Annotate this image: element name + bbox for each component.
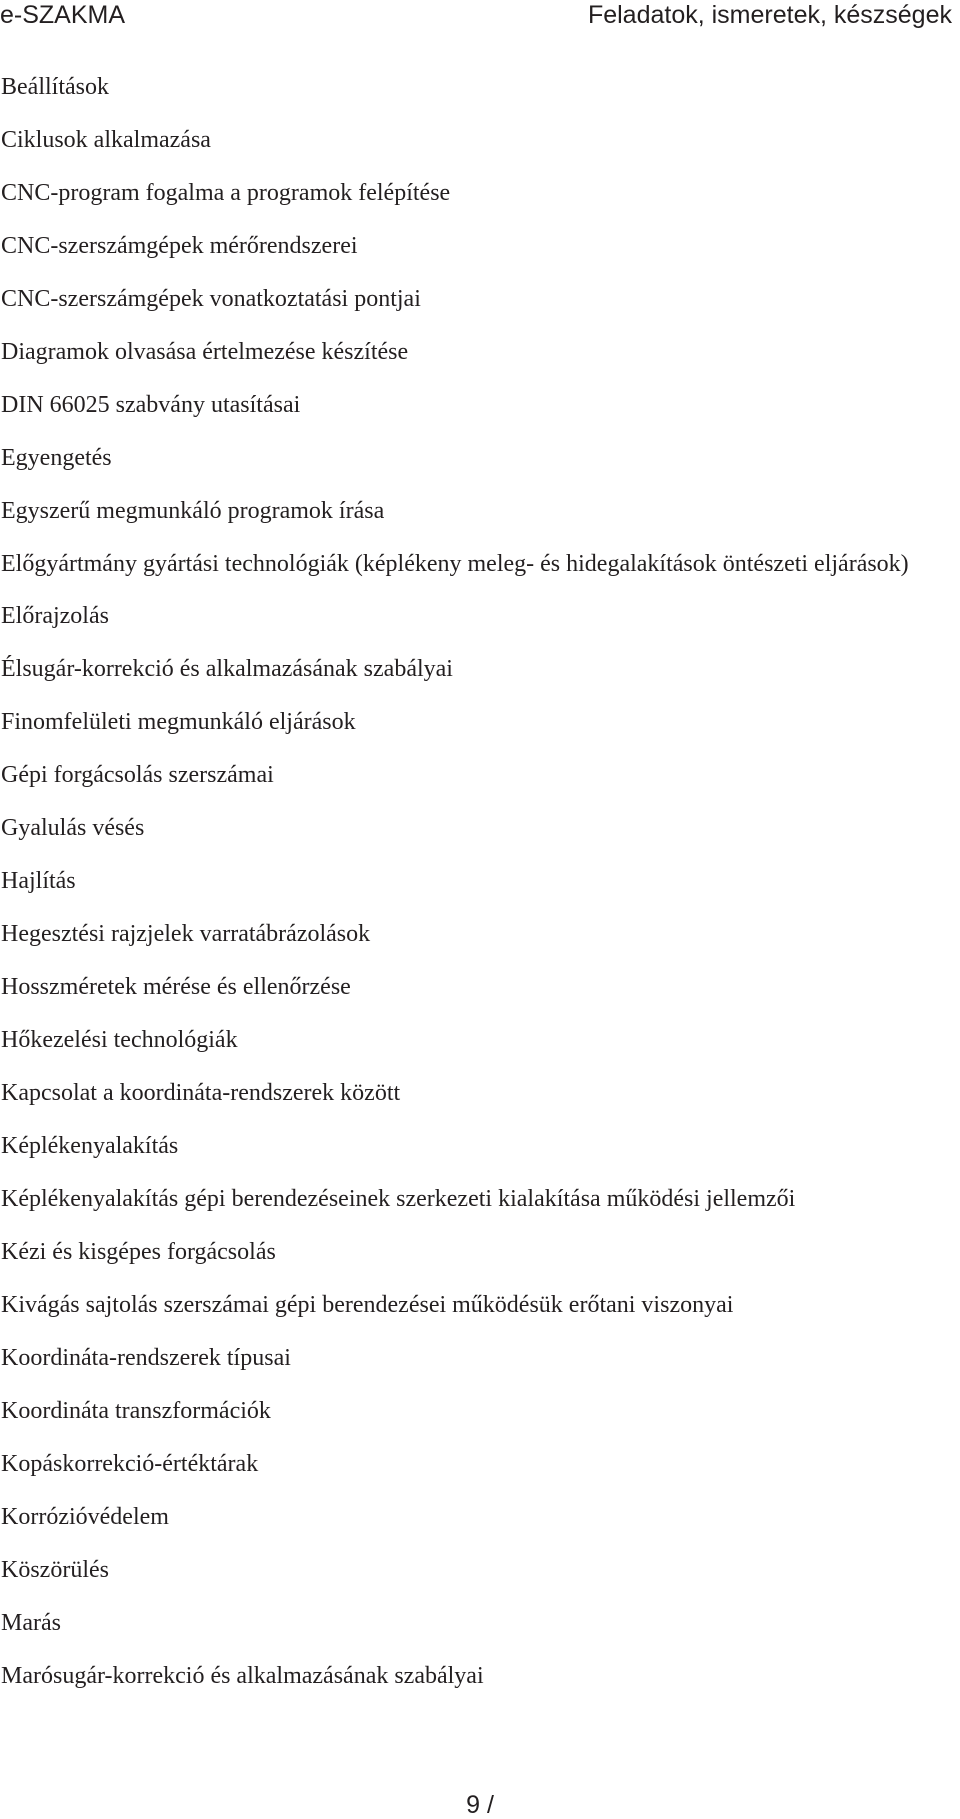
list-item: DIN 66025 szabvány utasításai <box>1 392 301 418</box>
header-section-title: Feladatok, ismeretek, készségek <box>587 1 952 29</box>
list-item: Élsugár-korrekció és alkalmazásának szabályai <box>1 656 453 682</box>
list-item: Gépi forgácsolás szerszámai <box>1 762 274 788</box>
list-item: Finomfelületi megmunkáló eljárások <box>1 709 356 735</box>
list-item: Beállítások <box>1 74 109 100</box>
list-item: Hajlítás <box>1 868 76 894</box>
list-item: Hegesztési rajzjelek varratábrázolások <box>1 921 371 947</box>
list-item: Köszörülés <box>1 1557 109 1583</box>
list-item: Képlékenyalakítás <box>1 1133 179 1159</box>
list-item: Egyengetés <box>1 445 112 471</box>
list-item: CNC-szerszámgépek vonatkoztatási pontjai <box>1 286 421 312</box>
list-item: Korrózióvédelem <box>1 1504 169 1530</box>
header-title: e-SZAKMA <box>0 1 126 29</box>
list-item: Marósugár-korrekció és alkalmazásának szabályai <box>1 1663 484 1689</box>
page-header <box>0 0 960 30</box>
list-item: Ciklusok alkalmazása <box>1 127 211 153</box>
list-item: Előgyártmány gyártási technológiák (képlékeny meleg- és hidegalakítások öntészeti eljárások) <box>1 551 909 577</box>
list-item: CNC-szerszámgépek mérőrendszerei <box>1 233 358 259</box>
list-item: Kopáskorrekció-értéktárak <box>1 1451 259 1477</box>
list-item: CNC-program fogalma a programok felépítése <box>1 180 451 206</box>
list-item: Diagramok olvasása értelmezése készítése <box>1 339 409 365</box>
list-item: Kivágás sajtolás szerszámai gépi berendezései működésük erőtani viszonyai <box>1 1292 734 1318</box>
list-item: Hosszméretek mérése és ellenőrzése <box>1 974 351 1000</box>
topic-list <box>0 74 960 1716</box>
list-item: Koordináta transzformációk <box>1 1398 271 1424</box>
list-item: Hőkezelési technológiák <box>1 1027 238 1053</box>
list-item: Kapcsolat a koordináta-rendszerek között <box>1 1080 401 1106</box>
page-number: 9 / <box>466 1791 494 1819</box>
list-item: Marás <box>1 1610 61 1636</box>
list-item: Kézi és kisgépes forgácsolás <box>1 1239 276 1265</box>
list-item: Képlékenyalakítás gépi berendezéseinek szerkezeti kialakítása működési jellemzői <box>1 1186 796 1212</box>
list-item: Egyszerű megmunkáló programok írása <box>1 498 385 524</box>
list-item: Gyalulás vésés <box>1 815 145 841</box>
list-item: Koordináta-rendszerek típusai <box>1 1345 291 1371</box>
list-item: Előrajzolás <box>1 603 109 629</box>
